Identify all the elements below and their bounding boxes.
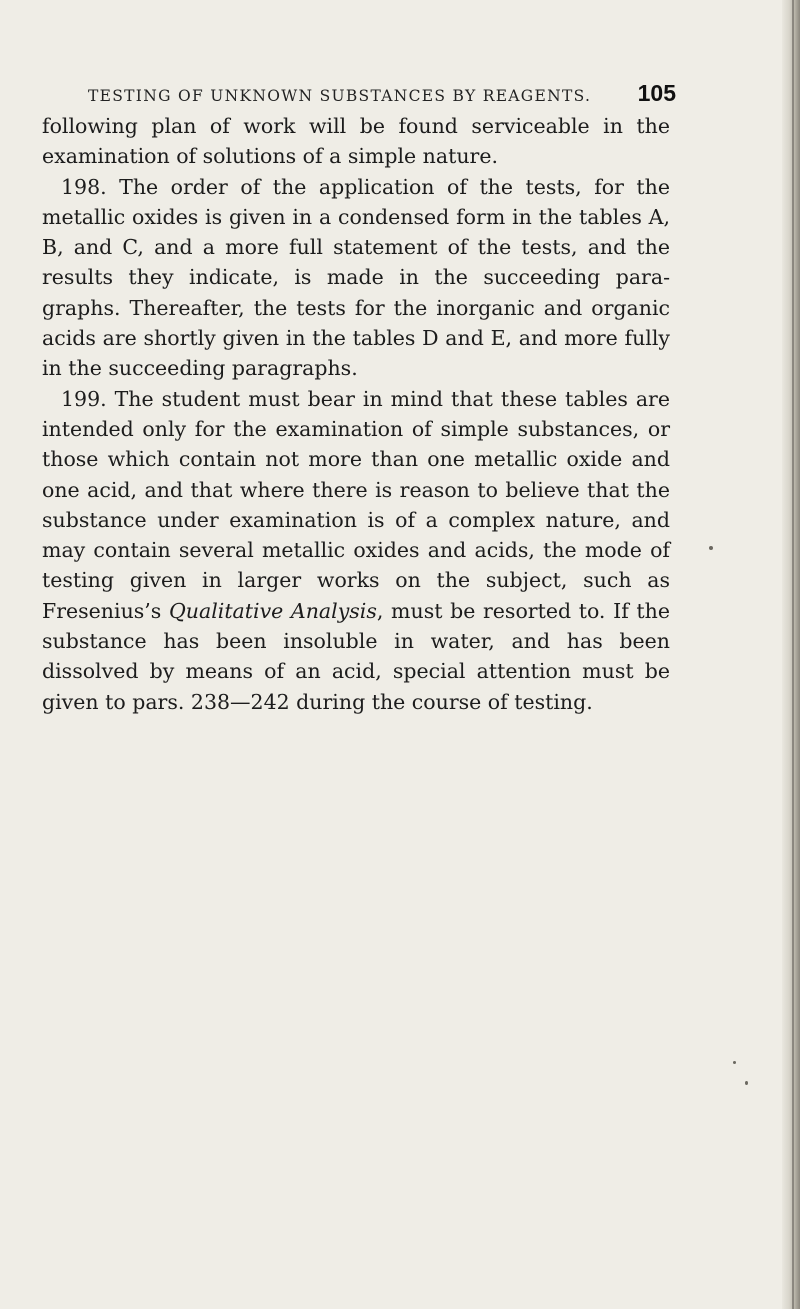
running-title: TESTING OF UNKNOWN SUBSTANCES BY REAGENTS.	[88, 87, 592, 105]
page-edge-shadow	[782, 0, 800, 1309]
page-number: 105	[637, 80, 676, 106]
page-edge-line	[792, 0, 794, 1309]
ink-speck	[745, 1081, 748, 1085]
ink-speck	[733, 1061, 736, 1064]
paragraph-continuation: following plan of work will be found serviceable in the examination of solutions of a simple nature.	[42, 114, 670, 169]
body-text	[42, 111, 670, 717]
paragraph-199	[42, 384, 670, 717]
paragraph-198: 198. The order of the application of the tests, for the metallic oxides is given in a condensed form in the tables A, B, and C, and a more full statement of the tests, and the results they indicate, is made in the succeeding para-graphs. Thereafter, the tests for the inorganic and organic acids are shortly given in the tables D and E, and more fully in the succeeding paragraphs.	[42, 174, 670, 381]
ink-speck	[709, 546, 713, 550]
running-head	[88, 80, 676, 110]
paragraph-199-text-end: , must be resorted to. If the substance has been insoluble in water, and has been dissolved by means of an acid, special attention must be given to pars. 238—242 during the course of testing.	[42, 598, 670, 714]
paragraph-199-text-start: 199. The student must bear in mind that these tables are intended only for the examination of simple substances, or those which contain not more than one metallic oxide and one acid, and that where there is reason to believe that the substance under examination is of a complex nature, and may contain several metallic oxides and acids, the mode of testing given in larger works on the subject, such as Fresenius’s	[42, 386, 670, 623]
book-title-italic: Qualitative Analysis	[168, 598, 377, 623]
